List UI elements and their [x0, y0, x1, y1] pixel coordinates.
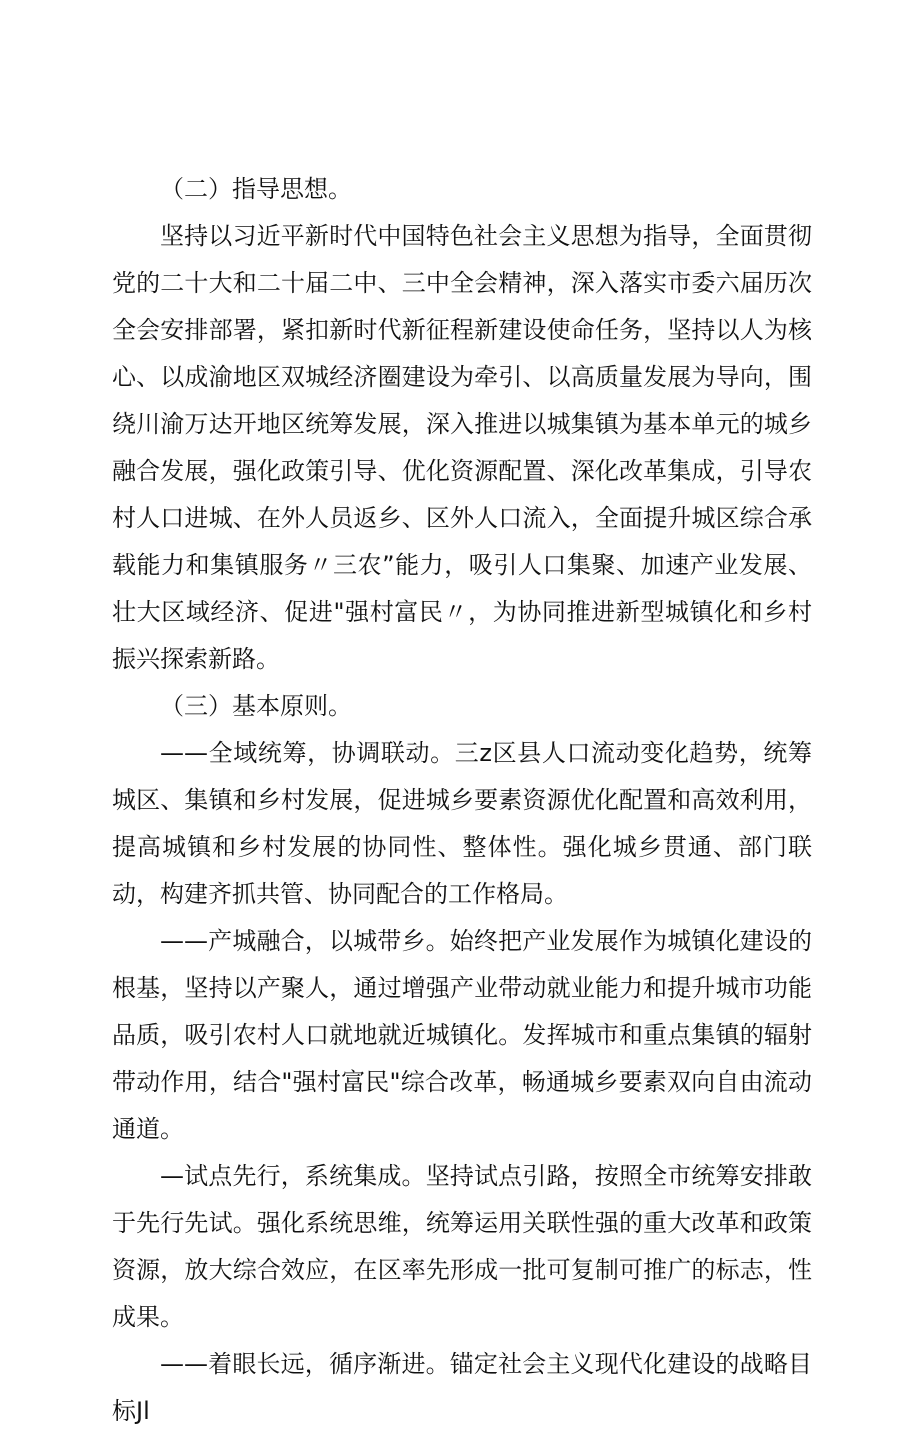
paragraph-guiding-ideology: 坚持以习近平新时代中国特色社会主义思想为指导，全面贯彻党的二十大和二十届二中、三中全会精神，深入落实市委六届历次全会安排部署，紧扣新时代新征程新建设使命任务，坚持以人为核心、以成渝地区双城经济圈建设为牵引、以高质量发展为导向，围绕川渝万达开地区统筹发展，深入推进以城集镇为基本单元的城乡融合发展，强化政策引导、优化资源配置、深化改革集成，引导农村人口进城、在外人员返乡、区外人口流入，全面提升城区综合承载能力和集镇服务〃三农”能力，吸引人口集聚、加速产业发展、壮大区域经济、促进"强村富民〃，为协同推进新型城镇化和乡村振兴探索新路。 — [112, 222, 812, 673]
document-body — [112, 166, 812, 1435]
principle-industry-city-integration: ——产城融合，以城带乡。始终把产业发展作为城镇化建设的根基，坚持以产聚人，通过增强产业带动就业能力和提升城市功能品质，吸引农村人口就地就近城镇化。发挥城市和重点集镇的辐射带动作用，结合"强村富民"综合改革，畅通城乡要素双向自由流动通道。 — [112, 927, 812, 1143]
section-heading-guiding-ideology: （二）指导思想。 — [160, 175, 352, 203]
principle-overall-coordination: ——全域统筹，协调联动。三z区县人口流动变化趋势，统筹城区、集镇和乡村发展，促进城乡要素资源优化配置和高效利用，提高城镇和乡村发展的协同性、整体性。强化城乡贯通、部门联动，构建齐抓共管、协同配合的工作格局。 — [112, 739, 812, 908]
principle-pilot-first: —试点先行，系统集成。坚持试点引路，按照全市统筹安排敢于先行先试。强化系统思维，统筹运用关联性强的重大改革和政策资源，放大综合效应，在区率先形成一批可复制可推广的标志，性成果。 — [112, 1162, 812, 1331]
principle-long-term-view: ——着眼长远，循序渐进。锚定社会主义现代化建设的战略目标Jl — [112, 1350, 812, 1425]
section-heading-basic-principles: （三）基本原则。 — [160, 692, 352, 720]
